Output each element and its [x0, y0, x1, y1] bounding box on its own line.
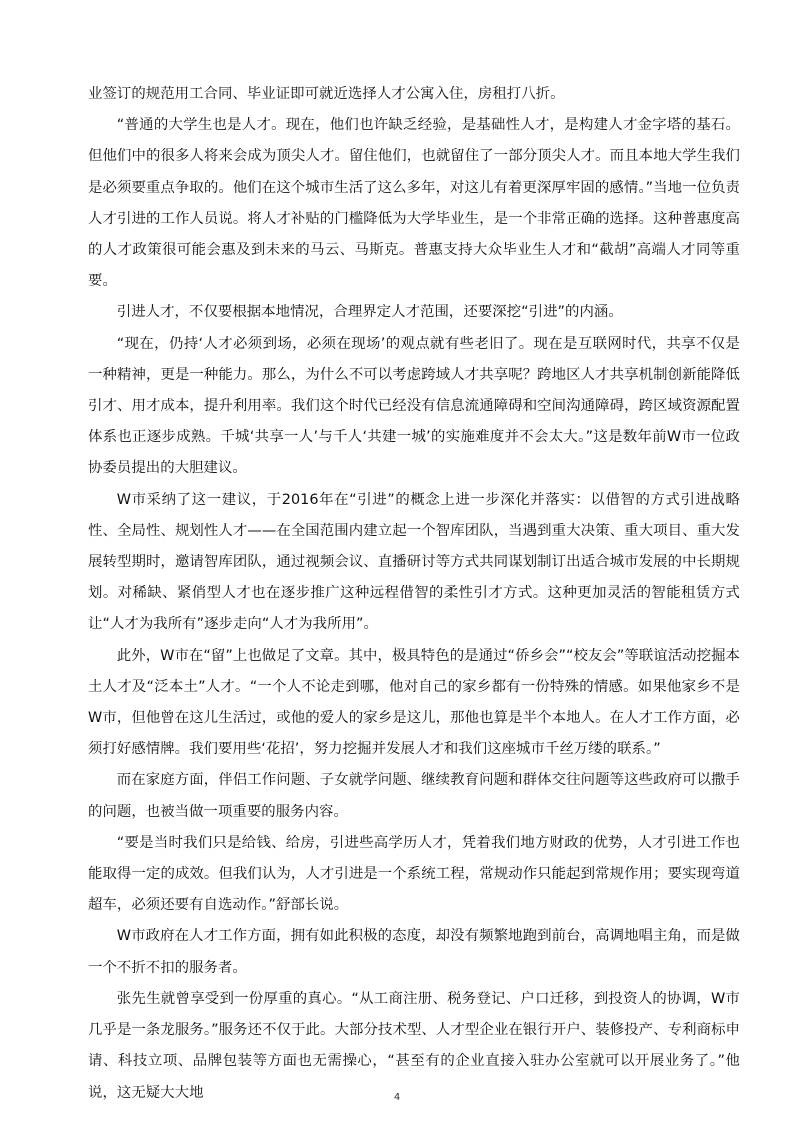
paragraph-think-tank: W市采纳了这一建议，于2016年在“引进”的概念上进一步深化并落实：以借智的方式引进战略性、全局性、规划性人才——在全国范围内建立起一个智库团队，当遇到重大决策、重大项目、重大发展转型期时，邀请智库团队，通过视频会议、直播研讨等方式共同谋划制订出适合城市发展的中长期规划。对稀缺、紧俏型人才也在逐步推广这种远程借智的柔性引才方式。这种更加灵活的智能租赁方式让“人才为我所有”逐步走向“人才为我所用”。 — [88, 491, 740, 633]
paragraph-quote-minister: “要是当时我们只是给钱、给房，引进些高学历人才，凭着我们地方财政的优势，人才引进工作也能取得一定的成效。但我们认为，人才引进是一个系统工程，常规动作只能起到常规作用；要实现弯道超车，必须还要有自选动作。”舒部长说。 — [88, 834, 740, 914]
paragraph-government-role: W市政府在人才工作方面，拥有如此积极的态度，却没有频繁地跑到前台，高调地唱主角，而是做一个不折不扣的服务者。 — [88, 928, 740, 976]
paragraph-family-services: 而在家庭方面，伴侣工作问题、子女就学问题、继续教育问题和群体交往问题等这些政府可以撒手的问题，也被当做一项重要的服务内容。 — [88, 772, 740, 820]
paragraph-quote-talent-sharing: “现在，仍持‘人才必须到场，必须在现场’的观点就有些老旧了。现在是互联网时代，共享不仅是一种精神，更是一种能力。那么，为什么不可以考虑跨域人才共享呢？跨地区人才共享机制创新能降低引才、用才成本，提升利用率。我们这个时代已经没有信息流通障碍和空间沟通障碍，跨区域资源配置体系也正逐步成熟。千城‘共享一人’与千人‘共建一城’的实施难度并不会太大。”这是数年前W市一位政协委员提出的大胆建议。 — [88, 335, 740, 477]
paragraph-retention: 此外，W市在“留”上也做足了文章。其中，极具特色的是通过“侨乡会”“校友会”等联谊活动挖掘本土人才及“泛本土”人才。“一个人不论走到哪，他对自己的家乡都有一份特殊的情感。如果他家乡不是W市，但他曾在这儿生活过，或他的爱人的家乡是这儿，那他也算是半个本地人。在人才工作方面，必须打好感情牌。我们要用些‘花招’，努力挖掘并发展人才和我们这座城市千丝万缕的联系。” — [88, 647, 740, 758]
paragraph-mr-zhang: 张先生就曾享受到一份厚重的真心。“从工商注册、税务登记、户口迁移，到投资人的协调，W市几乎是一条龙服务。”服务还不仅于此。大部分技术型、人才型企业在银行开户、装修投产、专利商标申请、科技立项、品牌包装等方面也无需操心，“甚至有的企业直接入驻办公室就可以开展业务了。”他说，这无疑大大地 — [88, 990, 740, 1101]
paragraph-talent-scope: 引进人才，不仅要根据本地情况，合理界定人才范围，还要深挖“引进”的内涵。 — [116, 304, 623, 321]
page-number: 4 — [393, 1092, 401, 1103]
paragraph-continuation: 业签订的规范用工合同、毕业证即可就近选择人才公寓入住，房租打八折。 — [88, 86, 565, 102]
document-body — [88, 79, 740, 1109]
paragraph-quote-ordinary-graduates: “普通的大学生也是人才。现在，他们也许缺乏经验，是基础性人才，是构建人才金字塔的基石。但他们中的很多人将来会成为顶尖人才。留住他们，也就留住了一部分顶尖人才。而且本地大学生我们是必须要重点争取的。他们在这个城市生活了这么多年，对这儿有着更深厚牢固的感情。”当地一位负责人才引进的工作人员说。将人才补贴的门槛降低为大学毕业生，是一个非常正确的选择。这种普惠度高的人才政策很可能会惠及到未来的马云、马斯克。普惠支持大众毕业生人才和“截胡”高端人才同等重要。 — [88, 117, 740, 290]
